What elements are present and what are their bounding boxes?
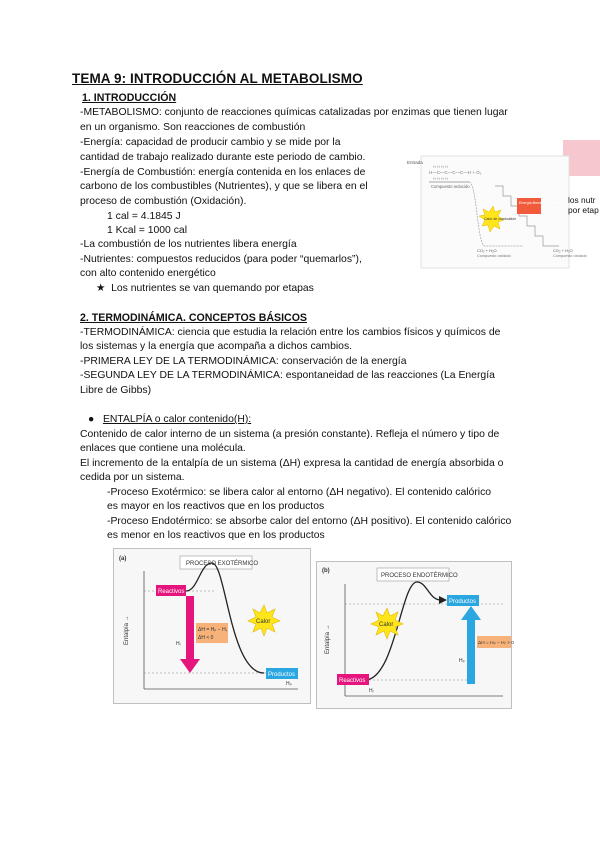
text-line: El incremento de la entalpía de un sistema (ΔH) expresa la cantidad de energía absorbida o (80, 458, 504, 469)
text-line: -Proceso Endotérmico: se absorbe calor del entorno (ΔH positivo). El contenido calórico (107, 516, 512, 527)
svg-text:H H H H: H H H H (433, 164, 448, 169)
section-2-heading: 2. TERMODINÁMICA. CONCEPTOS BÁSICOS (80, 312, 307, 324)
side-clip-text-1: los nutr (568, 195, 596, 205)
section-1-heading: 1. INTRODUCCIÓN (82, 92, 177, 104)
fig-compound-right: Compuesto oxidado (553, 254, 587, 258)
heat-burst-label: Calor de combustión (484, 217, 517, 221)
fig-b-title: PROCESO ENDOTÉRMICO (381, 573, 458, 579)
text-line: cantidad de trabajo realizado durante este periodo de cambio. (80, 152, 366, 163)
text-line: en un organismo. Son reacciones de combustión (80, 122, 306, 133)
fig-a-y-axis: Entalpía → (124, 615, 130, 645)
text-line: con alto contenido energético (80, 268, 216, 279)
fig-a-down-arrow (186, 596, 194, 660)
text-line: 1 Kcal = 1000 cal (107, 225, 188, 236)
fig-b-letter: (b) (322, 568, 330, 574)
text-line: -PRIMERA LEY DE LA TERMODINÁMICA: conservación de la energía (80, 356, 407, 367)
text-line: los sistemas y la energía que acompaña a dichos cambios. (80, 341, 353, 352)
bullet-dot-icon: ● (88, 414, 95, 425)
fig-compound-top: Compuesto reducido (431, 184, 470, 189)
text-line: -TERMODINÁMICA: ciencia que estudia la relación entre los cambios físicos y químicos de (80, 327, 501, 338)
fig-a-hr: Hᵣ (176, 641, 181, 647)
fig-a-productos: Productos (268, 672, 296, 678)
text-line: cedida por un sistema. (80, 472, 185, 483)
text-line: -Energía de Combustión: energía contenida en los enlaces de (80, 167, 366, 178)
svg-text:H—C—C—C—C—H + O₂: H—C—C—C—C—H + O₂ (429, 170, 482, 175)
fig-label-entrada: Entrada (407, 160, 423, 165)
fig-a-eq1: ΔH = Hₚ − Hᵣ (198, 627, 227, 633)
side-clip-text-2: por etap (568, 205, 599, 215)
fig-b-reactivos: Reactivos (339, 678, 366, 684)
entalpia-bullet: ● ENTALPÍA o calor contenido(H): (88, 414, 252, 425)
text-line: 1 cal = 4.1845 J (107, 211, 181, 222)
fig-b-calor: Calor (379, 622, 394, 628)
fig-compound-left: Compuesto oxidado (477, 254, 511, 258)
svg-text:H H H H: H H H H (433, 176, 448, 181)
fig-b-hr: Hᵣ (369, 688, 374, 694)
fig-a-title: PROCESO EXOTÉRMICO (186, 561, 259, 567)
text-line: -Proceso Exotérmico: se libera calor al entorno (ΔH negativo). El contenido calórico (107, 487, 492, 498)
text-line: -METABOLISMO: conjunto de reacciones químicas catalizadas por enzimas que tienen lugar (80, 107, 508, 118)
star-list-item: ★ Los nutrientes se van quemando por etapas (96, 283, 314, 294)
text-line: proceso de combustión (Oxidación). (80, 196, 247, 207)
text-line: carbono de los combustibles (Nutrientes), y que se libera en el (80, 181, 368, 192)
exothermic-diagram (113, 548, 311, 704)
fig-b-eq: ΔH = Hₚ − Hᵣ > 0 (478, 641, 514, 646)
text-line: -Nutrientes: compuestos reducidos (para poder “quemarlos”), (80, 254, 362, 265)
text-line: -SEGUNDA LEY DE LA TERMODINÁMICA: espontaneidad de las reacciones (La Energía (80, 370, 495, 381)
fig-co2-left: CO₂ + H₂O (477, 248, 497, 253)
text-line: Contenido de calor interno de un sistema (a presión constante). Refleja el número y tipo de (80, 429, 500, 440)
energy-box-label: Energía liberada en las etapas (519, 201, 568, 205)
text-line: es mayor en los reactivos que en los productos (107, 501, 325, 512)
fig-a-reactivos: Reactivos (158, 589, 185, 595)
text-line: enlaces que contiene una molécula. (80, 443, 246, 454)
page-title: TEMA 9: INTRODUCCIÓN AL METABOLISMO (72, 71, 363, 86)
star-icon: ★ (96, 283, 106, 294)
fig-b-up-arrow (467, 620, 475, 684)
fig-a-eq2: ΔH < 0 (198, 635, 214, 641)
text-line: es menor en los reactivos que en los productos (107, 530, 325, 541)
text-line: -La combustión de los nutrientes libera energía (80, 239, 297, 250)
fig-a-hp: Hₚ (286, 681, 292, 687)
fig-b-productos: Productos (449, 599, 477, 605)
fig-a-calor: Calor (256, 619, 271, 625)
text-line: -Energía: capacidad de producir cambio y se mide por la (80, 137, 341, 148)
fig-b-y-axis: Entalpía → (325, 624, 331, 654)
fig-b-hp: Hₚ (459, 658, 465, 664)
endothermic-diagram (316, 561, 512, 709)
text-line: Libre de Gibbs) (80, 385, 152, 396)
fig-a-letter: (a) (119, 556, 127, 562)
fig-co2-right: CO₂ + H₂O (553, 248, 573, 253)
